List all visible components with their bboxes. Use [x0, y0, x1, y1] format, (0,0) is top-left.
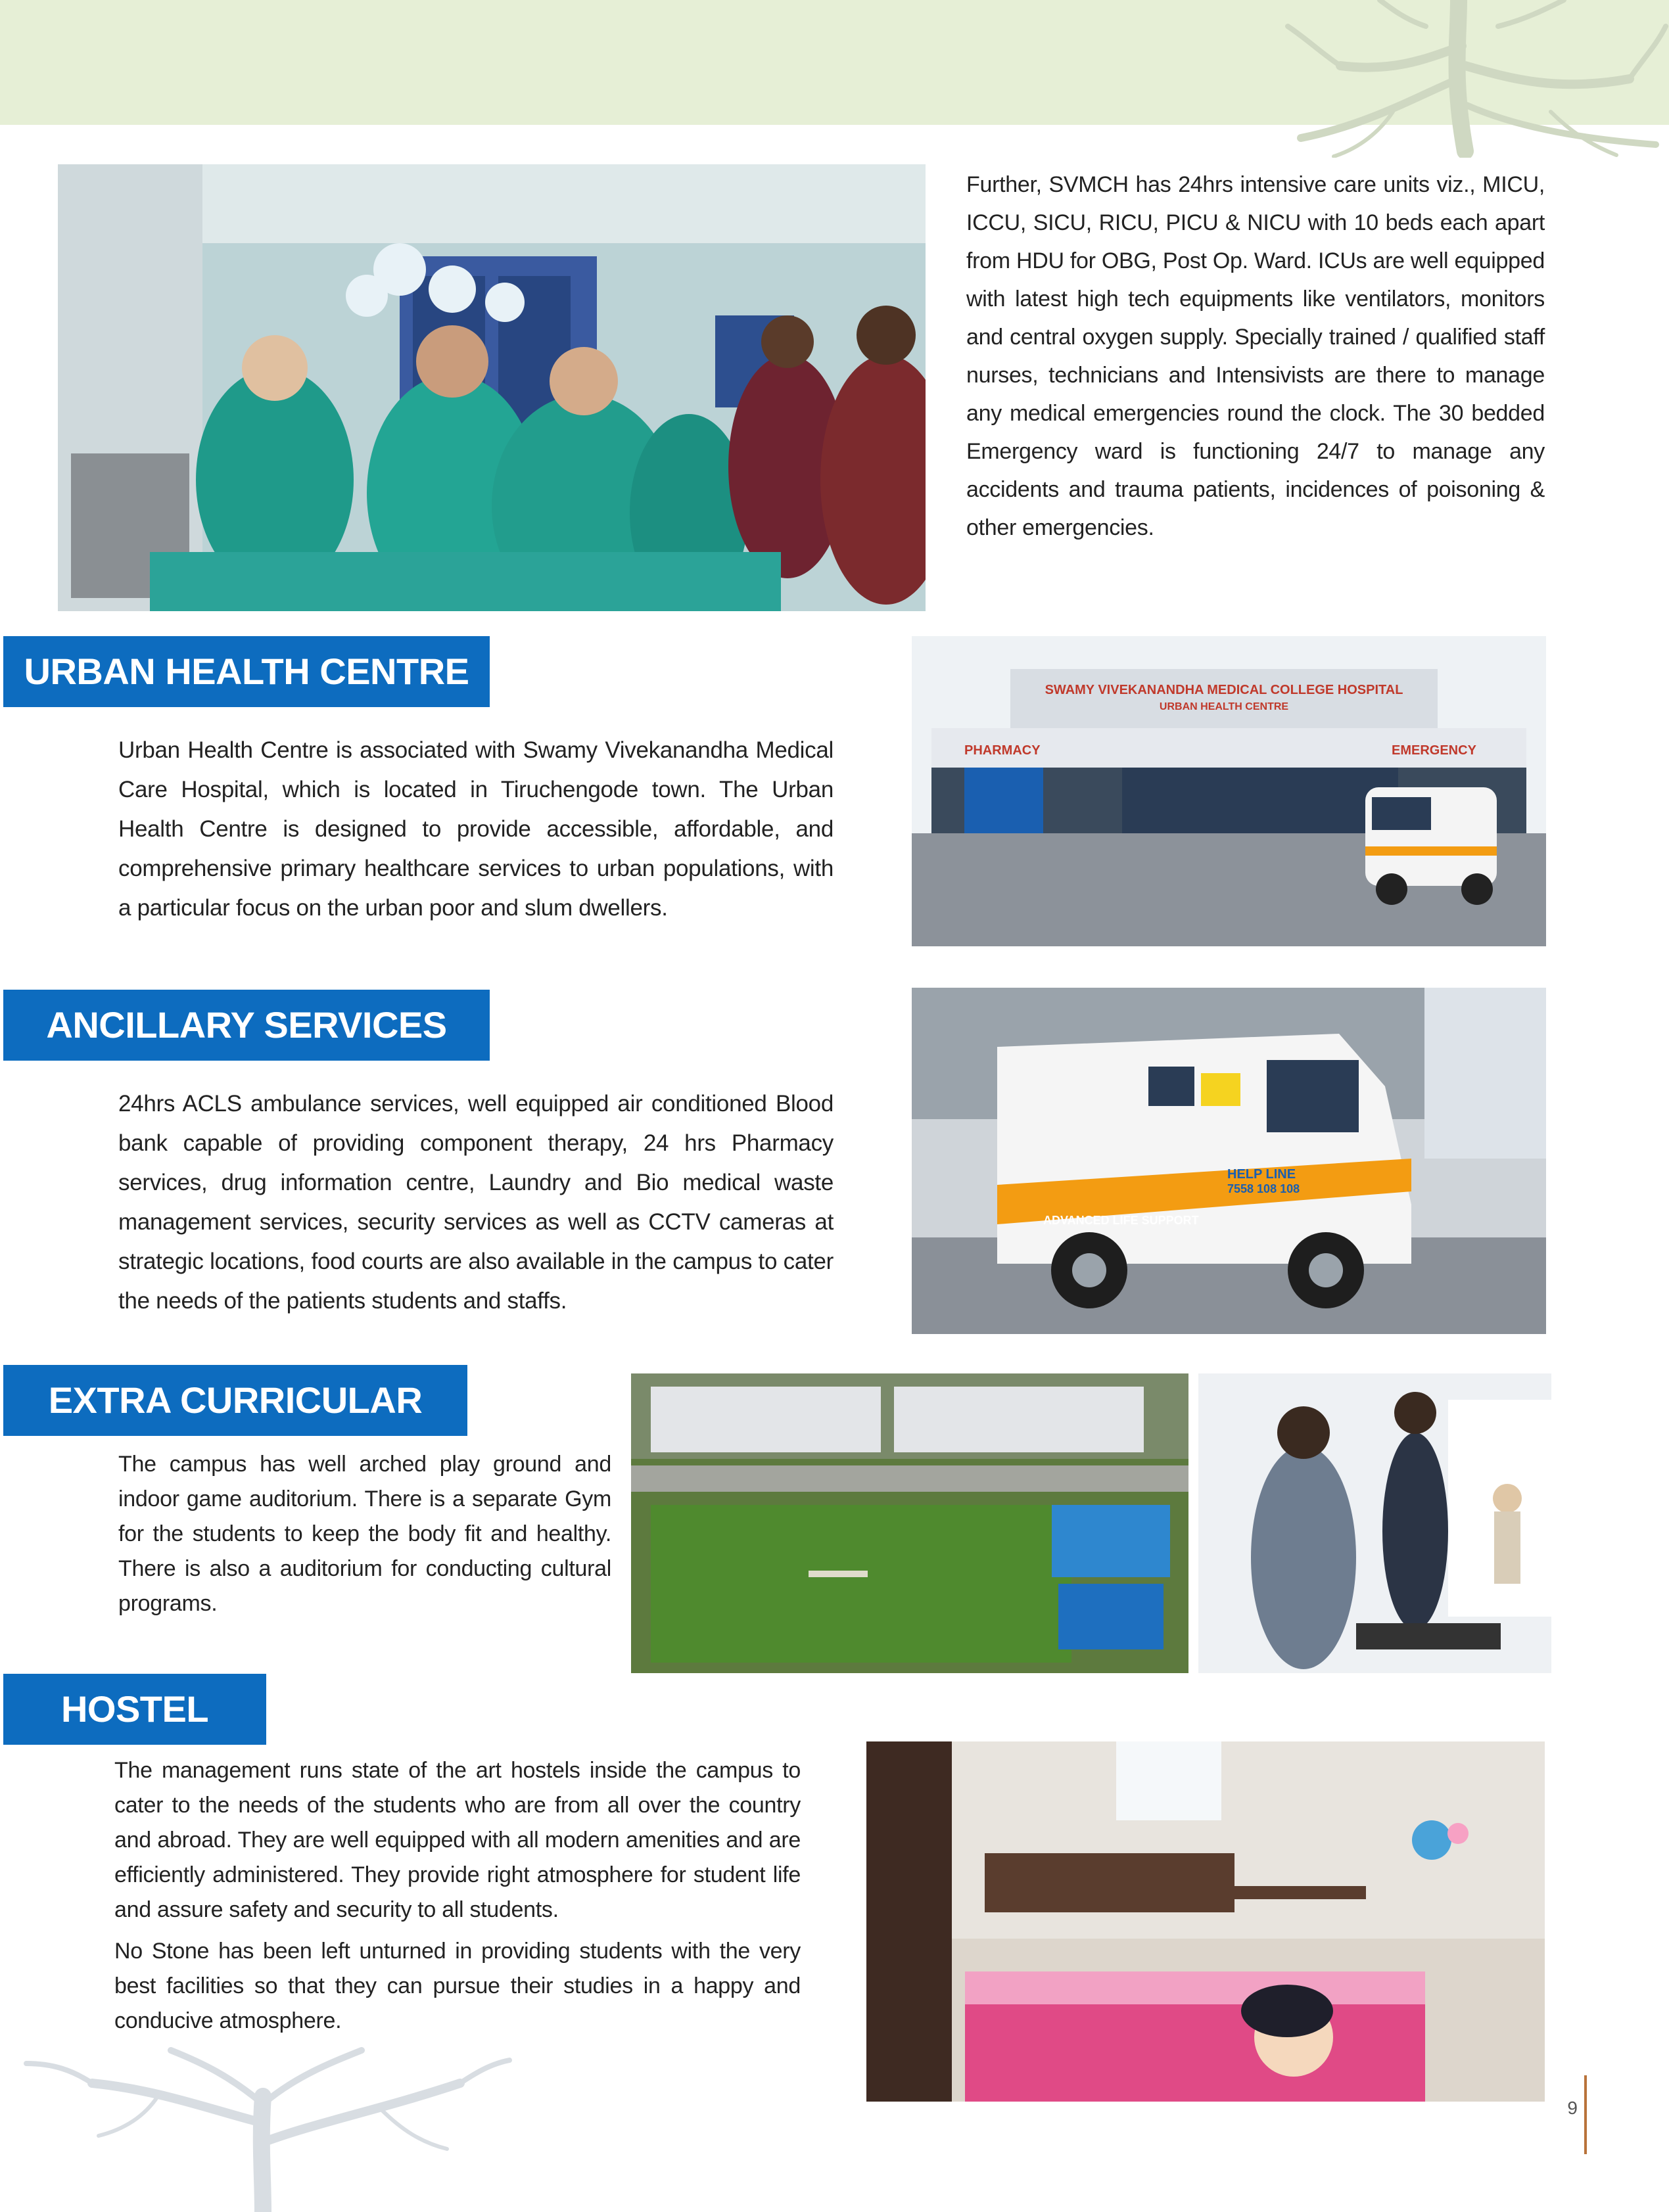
ancillary-services-heading [3, 990, 490, 1061]
gym-photo [1198, 1373, 1551, 1673]
operation-theatre-photo [58, 164, 926, 611]
ambulance-als-text: ADVANCED LIFE SUPPORT [1043, 1214, 1199, 1227]
page-number: 9 [1567, 2098, 1578, 2118]
urban-health-centre-photo [912, 636, 1546, 946]
hostel-heading [3, 1674, 266, 1745]
hospital-sub-sign-text: URBAN HEALTH CENTRE [1159, 701, 1289, 712]
hostel-room-photo [866, 1741, 1545, 2102]
urban-health-centre-title: URBAN HEALTH CENTRE [24, 651, 469, 692]
urban-health-centre-text [118, 731, 834, 928]
hostel-paragraph-1: The management runs state of the art hostels inside the campus to cater to the needs of the students who are from all over the country and abroad. They are well equipped with all modern amenities and are efficiently administered. They provide right atmosphere for student life and assure safety and security to all students. [114, 1758, 801, 1922]
emergency-sign-text: EMERGENCY [1392, 743, 1476, 758]
extra-curricular-paragraph: The campus has well arched play ground and indoor game auditorium. There is a separate Gym for the students to keep the body fit and healthy. There is also a auditorium for conducting cultural programs. [118, 1452, 611, 1616]
pharmacy-sign-text: PHARMACY [964, 743, 1041, 758]
extra-curricular-title: EXTRA CURRICULAR [48, 1379, 423, 1421]
icu-intro-text [966, 166, 1545, 547]
icu-intro-paragraph: Further, SVMCH has 24hrs intensive care units viz., MICU, ICCU, SICU, RICU, PICU & NICU with 10 beds each apart from HDU for OBG, Post Op. Ward. ICUs are well equipped with latest high tech equipments like ventilators, monitors and central oxygen supply. Specially trained / qualified staff nurses, technicians and Intensivists are there to manage any medical emergencies round the clock. The 30 bedded Emergency ward is functioning 24/7 to manage any accidents and trauma patients, incidences of poisoning & other emergencies. [966, 172, 1545, 540]
tree-roots-illustration [1261, 0, 1669, 158]
ancillary-services-title: ANCILLARY SERVICES [46, 1004, 447, 1046]
urban-health-centre-heading [3, 636, 490, 707]
campus-playground-aerial-photo [631, 1373, 1188, 1673]
ancillary-services-paragraph: 24hrs ACLS ambulance services, well equipped air conditioned Blood bank capable of providing component therapy, 24 hrs Pharmacy services, drug information centre, Laundry and Bio medical waste management services, security services as well as CCTV cameras at strategic locations, food courts are also available in the campus to cater the needs of the patients students and staffs. [118, 1091, 834, 1314]
ambulance-helpline-number: 7558 108 108 [1227, 1182, 1300, 1195]
hostel-title: HOSTEL [60, 1688, 209, 1730]
extra-curricular-text [118, 1447, 611, 1621]
ambulance-helpline-label: HELP LINE [1227, 1167, 1296, 1182]
hospital-sign-text: SWAMY VIVEKANANDHA MEDICAL COLLEGE HOSPITAL [1045, 683, 1403, 697]
ambulance-photo [912, 988, 1546, 1334]
ancillary-services-text [118, 1084, 834, 1321]
urban-health-centre-paragraph: Urban Health Centre is associated with Swamy Vivekanandha Medical Care Hospital, which is located in Tiruchengode town. The Urban Health Centre is designed to provide accessible, affordable, and comprehensive primary healthcare services to urban populations, with a particular focus on the urban poor and slum dwellers. [118, 737, 834, 921]
hostel-paragraph-2: No Stone has been left unturned in providing students with the very best facilities so that they can pursue their studies in a happy and conducive atmosphere. [114, 1939, 801, 2033]
tree-roots-illustration-bottom [13, 2044, 513, 2212]
hostel-text [114, 1753, 801, 2039]
page-number-rule [1584, 2075, 1587, 2154]
extra-curricular-heading [3, 1365, 467, 1436]
